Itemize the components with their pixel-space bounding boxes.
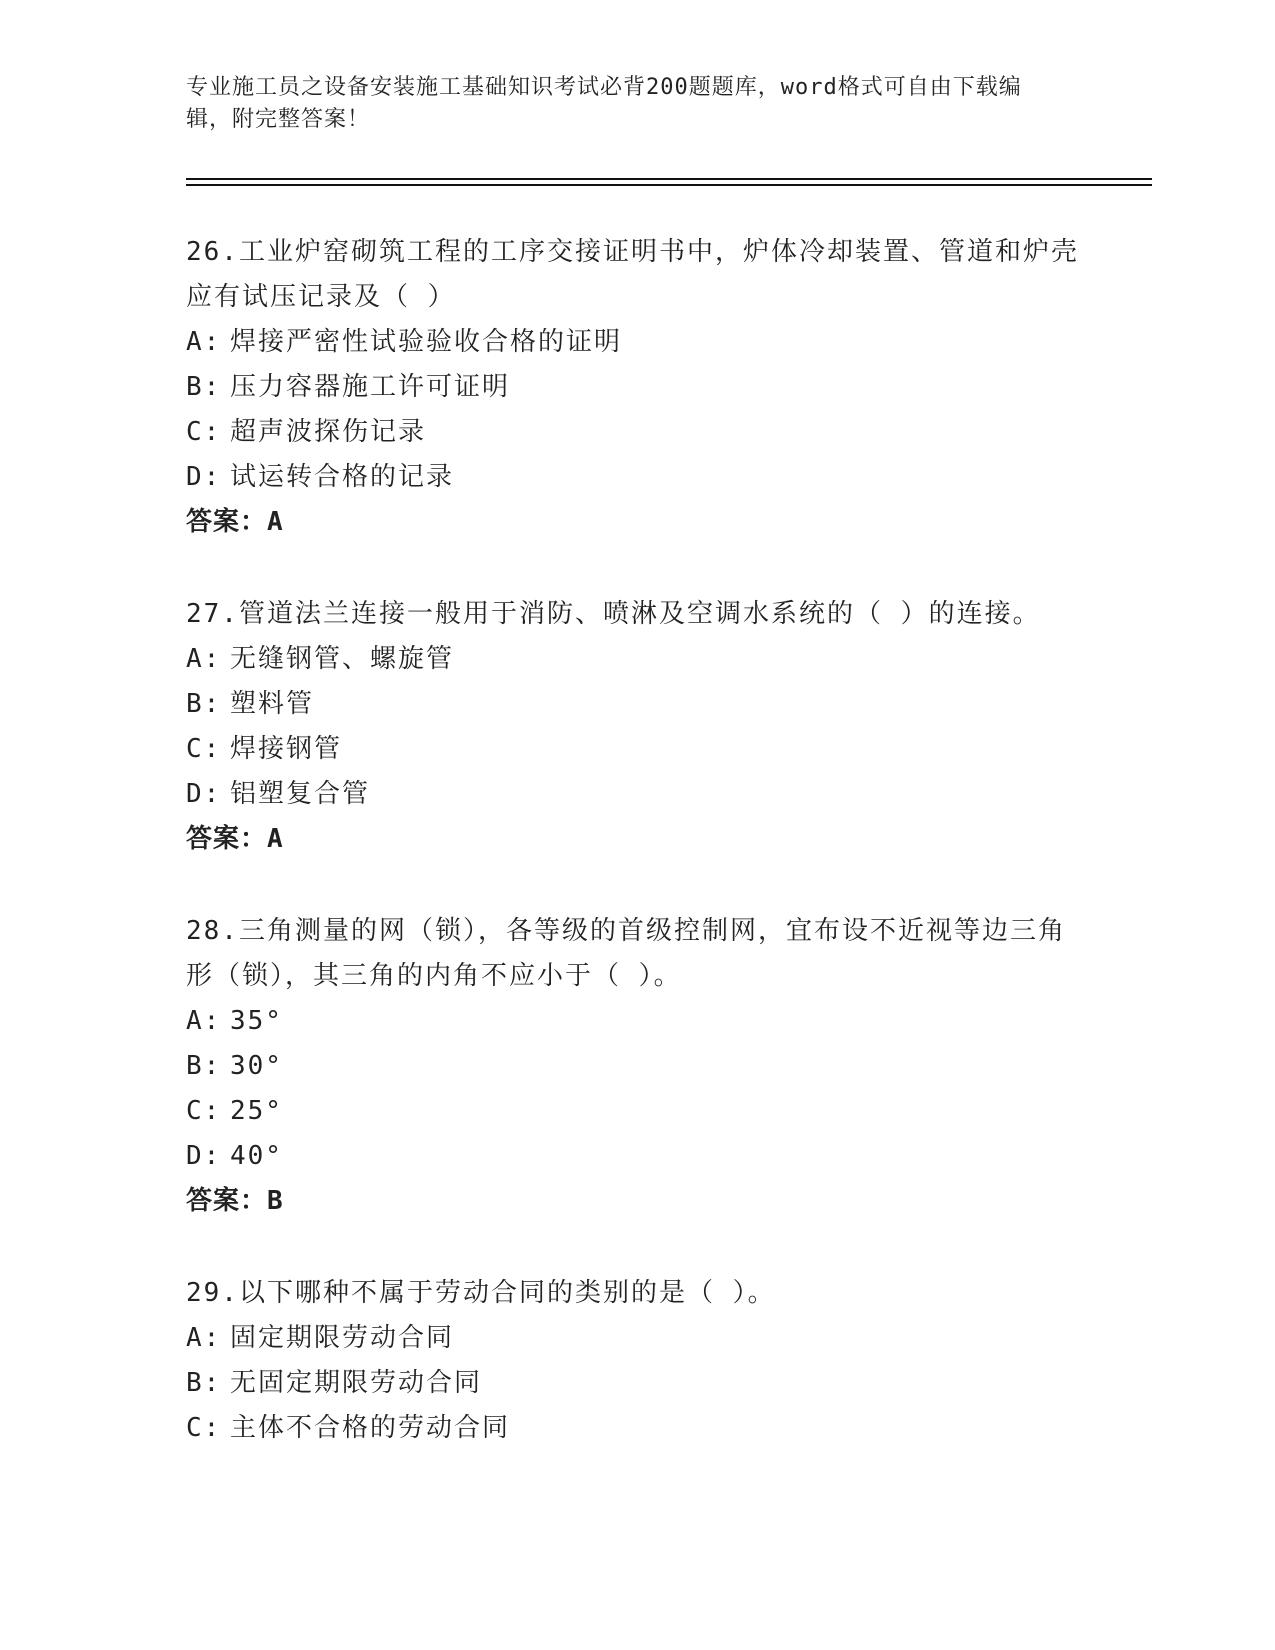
option-letter: D: bbox=[186, 1141, 222, 1171]
option-letter: A: bbox=[186, 644, 222, 674]
option-a bbox=[186, 637, 1086, 682]
option-b bbox=[186, 1044, 1086, 1089]
option-letter: A: bbox=[186, 1006, 222, 1036]
header-divider-bottom bbox=[186, 184, 1152, 186]
option-a bbox=[186, 999, 1086, 1044]
option-c bbox=[186, 727, 1086, 772]
answer-line: 答案：A bbox=[186, 507, 284, 537]
question-stem: 27.管道法兰连接一般用于消防、喷淋及空调水系统的（ ）的连接。 bbox=[186, 599, 1041, 629]
option-text: 试运转合格的记录 bbox=[230, 462, 455, 492]
option-text: 超声波探伤记录 bbox=[230, 417, 427, 447]
question-28 bbox=[186, 909, 1086, 1224]
option-letter: B: bbox=[186, 689, 222, 719]
option-b bbox=[186, 1361, 1086, 1406]
option-letter: B: bbox=[186, 1368, 222, 1398]
question-list bbox=[186, 230, 1086, 1498]
option-a bbox=[186, 1316, 1086, 1361]
question-stem: 26.工业炉窑砌筑工程的工序交接证明书中，炉体冷却装置、管道和炉壳应有试压记录及（ ） bbox=[186, 237, 1079, 312]
option-text: 压力容器施工许可证明 bbox=[230, 372, 511, 402]
option-text: 塑料管 bbox=[230, 689, 315, 719]
option-letter: B: bbox=[186, 1051, 222, 1081]
option-letter: A: bbox=[186, 1323, 222, 1353]
option-b bbox=[186, 365, 1086, 410]
option-letter: D: bbox=[186, 779, 222, 809]
option-d bbox=[186, 455, 1086, 500]
option-text: 35° bbox=[230, 1006, 283, 1036]
answer-line: 答案：A bbox=[186, 824, 284, 854]
option-letter: B: bbox=[186, 372, 222, 402]
question-stem: 28.三角测量的网（锁），各等级的首级控制网，宜布设不近视等边三角形（锁），其三角的内角不应小于（ ）。 bbox=[186, 916, 1066, 991]
option-text: 25° bbox=[230, 1096, 283, 1126]
option-text: 无缝钢管、螺旋管 bbox=[230, 644, 455, 674]
option-d bbox=[186, 1134, 1086, 1179]
option-d bbox=[186, 772, 1086, 817]
question-stem: 29.以下哪种不属于劳动合同的类别的是（ ）。 bbox=[186, 1278, 776, 1308]
option-letter: C: bbox=[186, 1096, 222, 1126]
option-letter: C: bbox=[186, 417, 222, 447]
option-c bbox=[186, 1406, 1086, 1451]
option-c bbox=[186, 410, 1086, 455]
option-letter: A: bbox=[186, 327, 222, 357]
option-c bbox=[186, 1089, 1086, 1134]
option-text: 40° bbox=[230, 1141, 283, 1171]
question-29 bbox=[186, 1271, 1086, 1451]
document-header: 专业施工员之设备安装施工基础知识考试必背200题题库，word格式可自由下载编辑，附完整答案！ bbox=[186, 75, 1022, 132]
question-27 bbox=[186, 592, 1086, 862]
header-divider-top bbox=[186, 178, 1152, 180]
option-text: 30° bbox=[230, 1051, 283, 1081]
option-letter: C: bbox=[186, 734, 222, 764]
option-text: 焊接严密性试验验收合格的证明 bbox=[230, 327, 623, 357]
option-letter: C: bbox=[186, 1413, 222, 1443]
option-text: 无固定期限劳动合同 bbox=[230, 1368, 483, 1398]
option-text: 固定期限劳动合同 bbox=[230, 1323, 455, 1353]
option-text: 焊接钢管 bbox=[230, 734, 343, 764]
option-text: 主体不合格的劳动合同 bbox=[230, 1413, 511, 1443]
answer-line: 答案：B bbox=[186, 1186, 284, 1216]
option-b bbox=[186, 682, 1086, 727]
option-text: 铝塑复合管 bbox=[230, 779, 371, 809]
question-26 bbox=[186, 230, 1086, 545]
option-a bbox=[186, 320, 1086, 365]
option-letter: D: bbox=[186, 462, 222, 492]
